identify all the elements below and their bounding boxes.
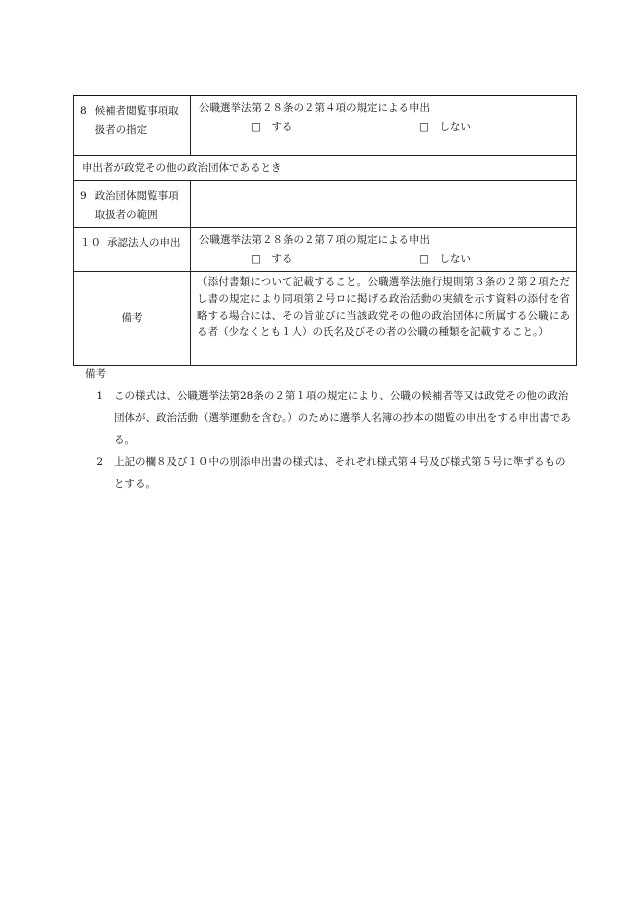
row-8 (74, 96, 577, 156)
row-8-option-no-checkbox[interactable]: □ しない (419, 121, 471, 133)
party-note-row (74, 156, 577, 181)
row-9-label: 政治団体閲覧事項取扱者の範囲 (94, 190, 179, 221)
row-10-statement: 公職選挙法第２８条の２第７項の規定による申出 (199, 234, 430, 246)
row-8-label-cell (74, 96, 191, 156)
row-10-number: １０ (80, 237, 101, 249)
row-9-input[interactable] (191, 181, 576, 184)
footnote-item (73, 385, 573, 451)
row-10-option-no-checkbox[interactable]: □ しない (419, 253, 471, 265)
footnote-text: 上記の欄８及び１０中の別添申出書の様式は、それぞれ様式第４号及び様式第５号に準ずるものとする。 (114, 456, 566, 490)
remarks-text: （添付書類について記載すること。公職選挙法施行規則第３条の２第２項ただし書の規定により同項第２号ロに掲げる政治活動の実績を示す資料の添付を省略する場合には、その旨並びに当該政党その他の政治団体に所属する公職にある者（少なくとも１人）の氏名及びその者の公職の種類を記載すること。） (197, 276, 570, 339)
footnotes-heading: 備考 (85, 368, 106, 380)
footnote-text: この様式は、公職選挙法第28条の２第１項の規定により、公職の候補者等又は政党その他の政治団体が、政治活動（選挙運動を含む。）のために選挙人名簿の抄本の閲覧の申出をする申出書である。 (114, 390, 571, 446)
remarks-label: 備考 (121, 312, 143, 324)
remarks-content-cell (191, 272, 577, 366)
remarks-label-cell (74, 272, 191, 366)
application-form-table (73, 95, 577, 366)
footnotes (73, 363, 573, 495)
row-10-label-cell (74, 228, 191, 272)
row-9-number: 9 (80, 190, 87, 202)
row-8-content-cell (191, 96, 577, 156)
row-10 (74, 228, 577, 272)
remarks-row (74, 272, 577, 366)
row-8-number: 8 (80, 105, 87, 117)
row-10-content-cell (191, 228, 577, 272)
row-9 (74, 181, 577, 228)
row-9-label-cell (74, 181, 191, 228)
footnote-number: 2 (96, 456, 103, 468)
row-8-label: 候補者閲覧事項取扱者の指定 (94, 105, 179, 136)
party-note-text: 申出者が政党その他の政治団体であるとき (82, 162, 282, 174)
footnote-number: 1 (96, 390, 103, 402)
party-note-cell (74, 156, 577, 181)
row-10-label: 承認法人の申出 (107, 237, 181, 249)
footnote-item (73, 451, 573, 495)
row-8-statement: 公職選挙法第２８条の２第４項の規定による申出 (199, 102, 430, 114)
row-8-option-yes-checkbox[interactable]: □ する (251, 121, 293, 133)
row-10-option-yes-checkbox[interactable]: □ する (251, 253, 293, 265)
row-9-input-cell[interactable] (191, 181, 577, 228)
